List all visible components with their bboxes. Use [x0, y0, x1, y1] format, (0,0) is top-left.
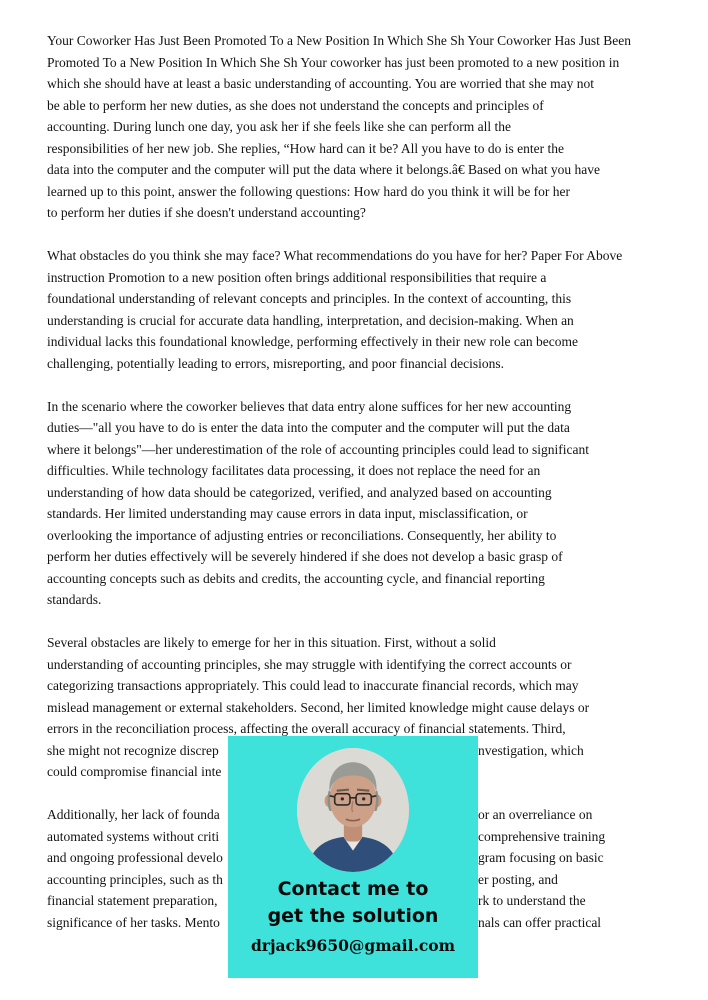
text-line: difficulties. While technology facilitates data processing, it does not replace the need for an	[47, 463, 541, 478]
text-line: standards.	[47, 592, 102, 607]
text-line: mislead management or external stakeholders. Second, her limited knowledge might cause delays or	[47, 699, 590, 715]
text-line: challenging, potentially leading to errors, misreporting, and poor financial decisions.	[47, 355, 505, 371]
text-fragment-left: automated systems without criti	[47, 828, 220, 844]
text-line: errors in the reconciliation process, affecting the overall accuracy of financial statements. Third,	[47, 721, 566, 736]
text-line: duties—"all you have to do is enter the data into the computer and the computer will put the data	[47, 420, 570, 435]
text-fragment-right: nvestigation, which	[478, 742, 584, 758]
text-line: foundational understanding of relevant concepts and principles. In the context of accounting, this	[47, 291, 572, 306]
paragraph	[47, 245, 669, 374]
text-fragment-right: comprehensive training	[478, 828, 606, 844]
text-line: accounting concepts such as debits and credits, the accounting cycle, and financial reporting	[47, 570, 545, 586]
text-fragment-left: accounting principles, such as th	[47, 871, 223, 887]
text-line: In the scenario where the coworker believes that data entry alone suffices for her new accounting	[47, 398, 572, 414]
text-line: data into the computer and the computer will put the data where it belongs.â€ Based on what you have	[47, 162, 600, 177]
text-fragment-left: Additionally, her lack of founda	[47, 807, 220, 822]
text-line: which she should have at least a basic understanding of accounting. You are worried that she may not	[47, 76, 594, 91]
paragraph	[47, 30, 669, 224]
text-line: responsibilities of her new job. She replies, “How hard can it be? All you have to do is enter the	[47, 140, 564, 156]
text-fragment-right: nals can offer practical	[478, 914, 602, 930]
text-line: overlooking the importance of adjusting entries or reconciliations. Consequently, her ability to	[47, 527, 557, 543]
portrait-photo	[297, 748, 409, 872]
text-fragment-right: er posting, and	[478, 871, 558, 887]
promo-overlay	[228, 736, 478, 978]
text-line: to perform her duties if she doesn't understand accounting?	[47, 205, 366, 220]
text-line: understanding of how data should be categorized, verified, and analyzed based on accounting	[47, 484, 552, 500]
paragraph	[47, 396, 669, 611]
portrait-of-man-with-glasses-icon	[297, 748, 409, 872]
text-line: understanding of accounting principles, she may struggle with identifying the correct accounts or	[47, 656, 572, 672]
text-line: understanding is crucial for accurate data handling, interpretation, and decision-making. When an	[47, 312, 574, 328]
text-line: accounting. During lunch one day, you ask her if she feels like she can perform all the	[47, 119, 511, 134]
promo-heading-line2: get the solution	[267, 905, 439, 927]
text-fragment-right: gram focusing on basic	[478, 850, 604, 865]
text-line: standards. Her limited understanding may cause errors in data input, misclassification, or	[47, 506, 528, 521]
text-fragment-left: could compromise financial inte	[47, 764, 222, 779]
text-line: Promoted To a New Position In Which She Sh Your coworker has just been promoted to a new position in	[47, 54, 620, 70]
promo-email: drjack9650@gmail.com	[250, 936, 456, 955]
text-line: Several obstacles are likely to emerge for her in this situation. First, without a solid	[47, 635, 496, 650]
text-fragment-right: or an overreliance on	[478, 807, 593, 822]
text-fragment-left: she might not recognize discrep	[47, 742, 219, 758]
text-fragment-left: and ongoing professional develo	[47, 850, 223, 865]
text-line: What obstacles do you think she may face? What recommendations do you have for her? Paper For Above	[47, 248, 623, 263]
text-line: instruction Promotion to a new position often brings additional responsibilities that require a	[47, 269, 547, 285]
text-line: categorizing transactions appropriately. This could lead to inaccurate financial records, which may	[47, 678, 579, 693]
text-line: individual lacks this foundational knowledge, performing effectively in their new role can become	[47, 334, 578, 349]
text-line: Your Coworker Has Just Been Promoted To a New Position In Which She Sh Your Coworker Has Just Been	[47, 33, 632, 48]
text-line: learned up to this point, answer the following questions: How hard do you think it will be for her	[47, 183, 571, 199]
text-fragment-left: significance of her tasks. Mento	[47, 914, 220, 930]
text-fragment-right: rk to understand the	[478, 893, 586, 908]
text-line: where it belongs"—her underestimation of the role of accounting principles could lead to significant	[47, 441, 589, 457]
text-line: be able to perform her new duties, as she does not understand the concepts and principles of	[47, 97, 544, 113]
text-fragment-left: financial statement preparation,	[47, 893, 221, 908]
promo-heading-line1: Contact me to	[277, 878, 429, 900]
text-line: perform her duties effectively will be severely hindered if she does not develop a basic grasp of	[47, 549, 563, 564]
